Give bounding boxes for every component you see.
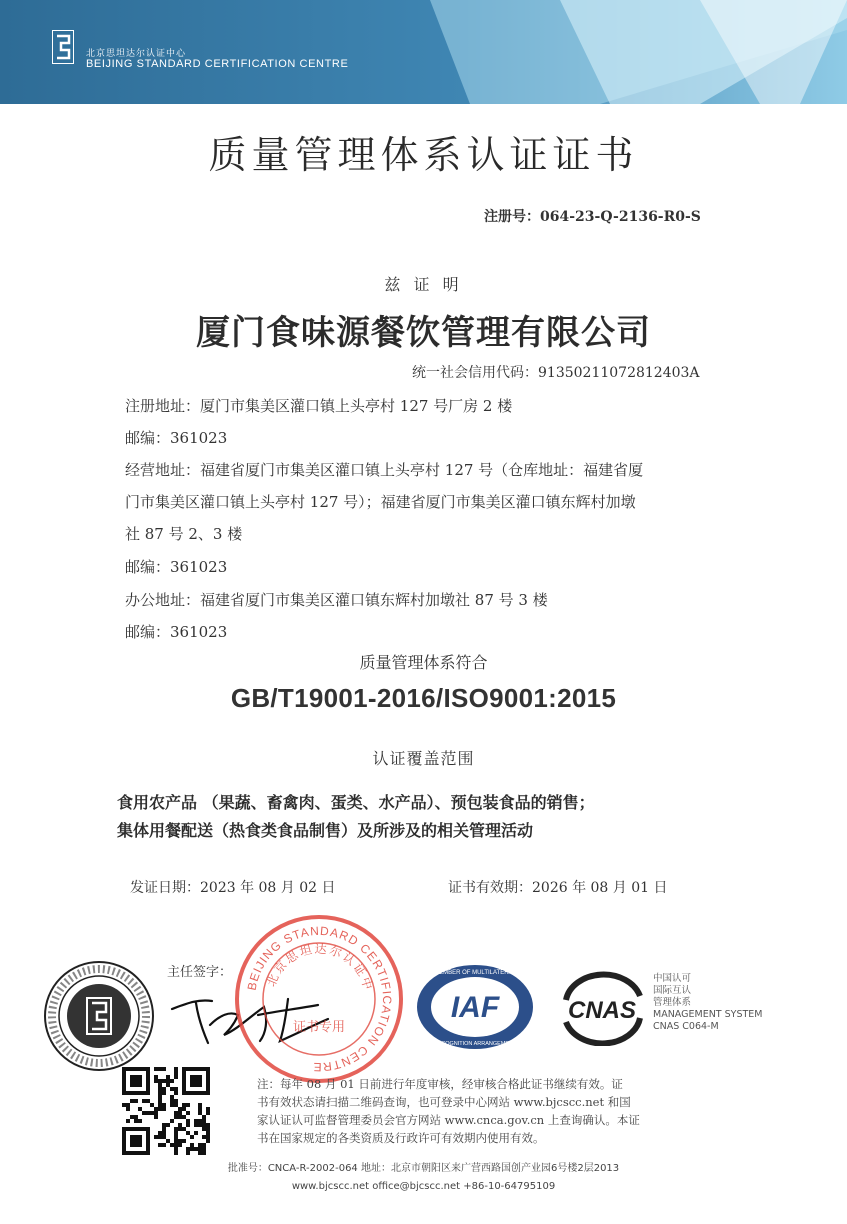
scope-line: 集体用餐配送（热食类食品制售）及所涉及的相关管理活动	[117, 821, 534, 840]
note-line: 注：每年 08 月 01 日前进行年度审核，经审核合格此证书继续有效。证	[257, 1077, 623, 1091]
cnas-text-line: MANAGEMENT SYSTEM	[653, 1009, 763, 1020]
notes-block	[257, 1075, 727, 1147]
valid-date: 证书有效期：2026 年 08 月 01 日	[448, 880, 668, 896]
svg-text:证书专用: 证书专用	[292, 1020, 346, 1035]
business-address-cont: 门市集美区灌口镇上头亭村 127 号）；福建省厦门市集美区灌口镇东辉村加墩	[125, 493, 636, 511]
footer-approval-address: 批准号：CNCA-R-2002-064 地址：北京市朝阳区来广营西路国创产业园6号楼2层2013	[227, 1163, 620, 1174]
postcode: 邮编：361023	[125, 623, 228, 641]
certificate-title: 质量管理体系认证证书	[208, 133, 639, 177]
svg-text:北京思坦达尔认证中心: 北京思坦达尔认证中	[263, 941, 376, 994]
postcode: 邮编：361023	[125, 429, 228, 447]
business-address: 经营地址：福建省厦门市集美区灌口镇上头亭村 127 号（仓库地址：福建省厦	[125, 461, 644, 479]
org-name-en: BEIJING STANDARD CERTIFICATION CENTRE	[86, 58, 349, 70]
registered-address: 注册地址：厦门市集美区灌口镇上头亭村 127 号厂房 2 楼	[125, 397, 513, 415]
scope-line: 食用农产品 （果蔬、畜禽肉、蛋类、水产品）、预包装食品的销售；	[117, 793, 595, 812]
official-seal	[233, 913, 405, 1085]
cnas-text-line: 管理体系	[653, 997, 692, 1008]
cnas-logo-icon	[556, 970, 648, 1046]
org-name-cn: 北京思坦达尔认证中心	[86, 49, 187, 59]
footer-contact: www.bjcscc.net office@bjcscc.net +86-10-64795109	[291, 1181, 556, 1192]
iaf-logo-icon	[415, 963, 535, 1051]
cnas-text-line: 国际互认	[653, 985, 692, 996]
signature-label: 主任签字：	[167, 965, 233, 980]
credit-code: 统一社会信用代码：91350211072812403A	[412, 365, 700, 381]
certification-badge-icon	[43, 960, 155, 1072]
svg-text:IAF: IAF	[450, 991, 500, 1024]
cnas-text-line: CNAS C064-M	[653, 1021, 719, 1032]
scope-title: 认证覆盖范围	[372, 749, 475, 768]
business-address-cont: 社 87 号 2、3 楼	[125, 525, 243, 543]
note-line: 书有效状态请扫描二维码查询，也可登录中心网站 www.bjcscc.net 和国	[257, 1095, 631, 1109]
note-line: 家认证认可监督管理委员会官方网站 www.cnca.gov.cn 上查询确认。本证	[257, 1113, 640, 1127]
standard-intro: 质量管理体系符合	[359, 653, 488, 672]
office-address: 办公地址：福建省厦门市集美区灌口镇东辉村加墩社 87 号 3 楼	[125, 591, 548, 609]
note-line: 书在国家规定的各类资质及行政许可有效期内使用有效。	[257, 1131, 545, 1145]
hereby-certify: 兹 证 明	[384, 275, 463, 294]
svg-text:CNAS: CNAS	[567, 997, 637, 1024]
company-name: 厦门食味源餐饮管理有限公司	[196, 313, 651, 353]
cnas-text-line: 中国认可	[653, 973, 692, 984]
svg-text:MEMBER OF MULTILATERAL: MEMBER OF MULTILATERAL	[434, 970, 516, 976]
qr-code-icon	[122, 1067, 210, 1155]
standard-code: GB/T19001-2016/ISO9001:2015	[230, 683, 617, 713]
cnas-accreditation-text	[653, 973, 763, 1033]
registration-number: 注册号：064-23-Q-2136-R0-S	[484, 209, 701, 225]
svg-text:BEIJING STANDARD CERTIFICATION: BEIJING STANDARD CERTIFICATION CENTRE	[244, 923, 395, 1075]
postcode: 邮编：361023	[125, 558, 228, 576]
issue-date: 发证日期：2023 年 08 月 02 日	[130, 880, 336, 896]
svg-text:RECOGNITION ARRANGEMENT: RECOGNITION ARRANGEMENT	[433, 1041, 517, 1047]
org-logo-icon	[52, 30, 74, 64]
